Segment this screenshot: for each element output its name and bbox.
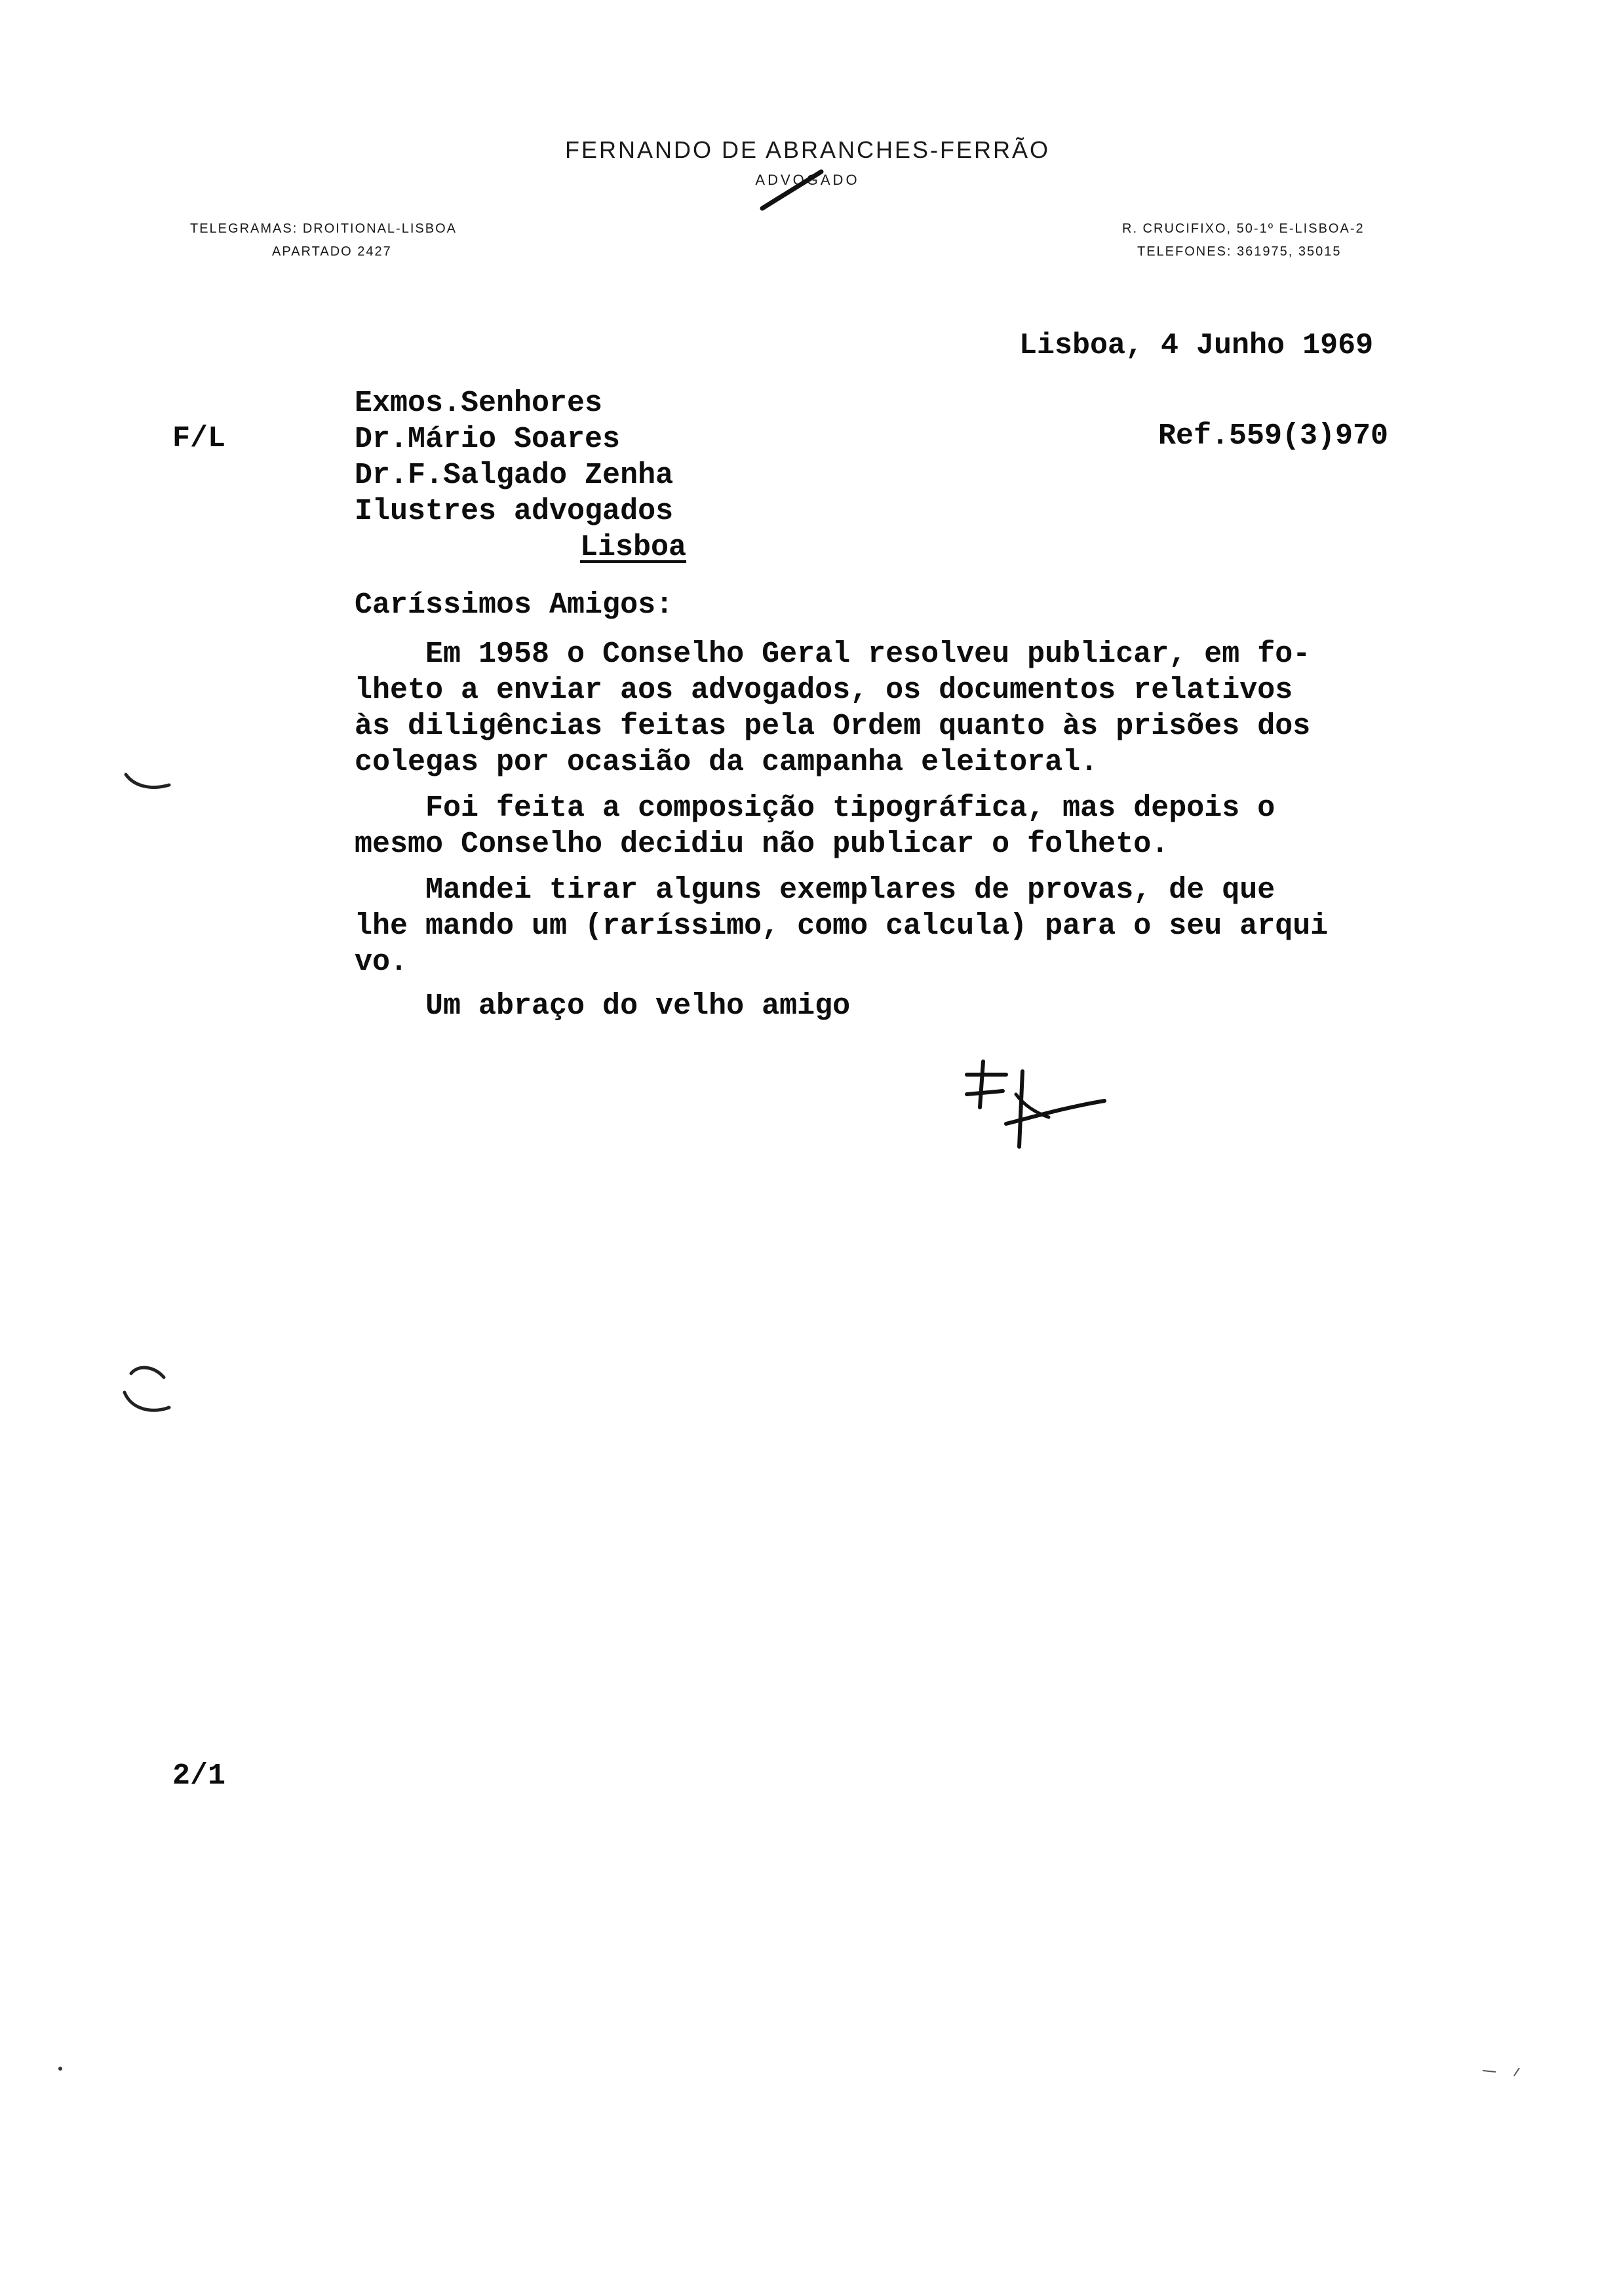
letter-date: Lisboa, 4 Junho 1969 xyxy=(1019,329,1374,362)
letterhead-name: FERNANDO DE ABRANCHES-FERRÃO xyxy=(564,136,1051,163)
body-line: Em 1958 o Conselho Geral resolveu publicar, em fo- xyxy=(355,638,1311,671)
body-line: colegas por ocasião da campanha eleitoral. xyxy=(355,746,1099,779)
body-line: vo. xyxy=(355,946,408,979)
body-line: lhe mando um (raríssimo, como calcula) para o seu arqui xyxy=(355,909,1329,943)
body-line: mesmo Conselho decidiu não publicar o folheto. xyxy=(355,828,1169,861)
body-line: Mandei tirar alguns exemplares de provas, de que xyxy=(355,873,1275,907)
margin-code: F/L xyxy=(172,422,226,455)
body-line: às diligências feitas pela Ordem quanto às prisões dos xyxy=(355,710,1311,743)
handwritten-signature xyxy=(954,1055,1111,1160)
letterhead-telegrams: TELEGRAMAS: DROITIONAL-LISBOA xyxy=(190,221,457,236)
page-number: 2/1 xyxy=(172,1759,226,1793)
letterhead-title: ADVOGADO xyxy=(755,172,860,188)
letterhead-phones: TELEFONES: 361975, 35015 xyxy=(1137,244,1342,259)
closing-line: Um abraço do velho amigo xyxy=(355,989,851,1023)
recipient-line: Exmos.Senhores xyxy=(355,387,603,420)
body-line: Foi feita a composição tipográfica, mas depois o xyxy=(355,792,1275,825)
recipient-line: Ilustres advogados xyxy=(355,495,674,528)
recipient-city: Lisboa xyxy=(580,531,687,564)
handwritten-strike-mark xyxy=(757,168,842,214)
recipient-line: Dr.Mário Soares xyxy=(355,423,621,456)
letterhead-po-box: APARTADO 2427 xyxy=(272,244,392,259)
body-line: lheto a enviar aos advogados, os documentos relativos xyxy=(355,674,1293,707)
letterhead-address: R. CRUCIFIXO, 50-1º E-LISBOA-2 xyxy=(1122,221,1365,236)
recipient-line: Dr.F.Salgado Zenha xyxy=(355,459,674,492)
salutation: Caríssimos Amigos: xyxy=(355,588,674,622)
reference-number: Ref.559(3)970 xyxy=(1158,419,1389,453)
